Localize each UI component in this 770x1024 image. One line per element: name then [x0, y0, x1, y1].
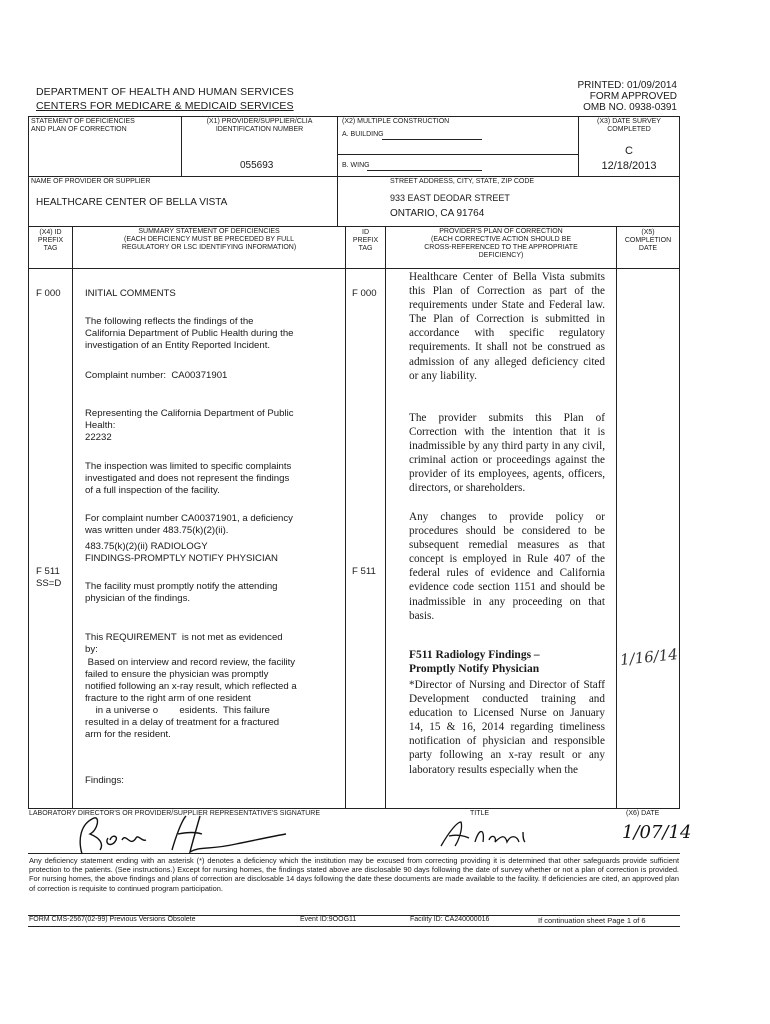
- paragraph-interview: Based on interview and record review, the facility failed to ensure the physician was promptly notified following an x-ray result, which reflected a fracture to the right arm of one resident in a universe o esidents. This failure resulted in a delay of treatment for a fractured arm for the resident.: [85, 657, 297, 740]
- x3-date: 12/18/2013: [601, 160, 657, 172]
- rule: [679, 116, 680, 808]
- address-label: STREET ADDRESS, CITY, STATE, ZIP CODE: [390, 178, 535, 185]
- summary-label: SUMMARY STATEMENT OF DEFICIENCIES (EACH DEFICIENCY MUST BE PRECEDED BY FULL REGULATORY OR LSC IDENTIFYING INFORMATION): [121, 228, 297, 251]
- x6-date-label: (X6) DATE: [626, 810, 660, 817]
- paragraph-inspection: The inspection was limited to specific complaints investigated and does not represent the findings of a full inspection of the facility.: [85, 461, 292, 496]
- regulation-title: FINDINGS-PROMPTLY NOTIFY PHYSICIAN: [85, 553, 278, 564]
- f511-plan-text: *Director of Nursing and Director of Staff Development conducted training and education to Licensed Nurse on January 14, 15 & 16, 2014 regarding timeliness notification of physician and responsible party following an x-ray result or any laboratory results especially when the: [409, 679, 605, 776]
- x3-code: C: [625, 145, 633, 157]
- tag-f511-left: F 511: [36, 566, 60, 577]
- rule: [72, 226, 73, 808]
- tag-f511-right: F 511: [352, 566, 376, 577]
- wing-label: B. WING: [342, 162, 370, 169]
- statement-label: STATEMENT OF DEFICIENCIES AND PLAN OF CORRECTION: [31, 118, 135, 133]
- rule: [28, 926, 680, 927]
- complaint-number: Complaint number: CA00371901: [85, 370, 228, 381]
- paragraph-findings: The following reflects the findings of the California Department of Public Health during the investigation of an Entity Reported Incident.: [85, 316, 294, 351]
- plan-intro: Healthcare Center of Bella Vista submits this Plan of Correction as part of the requirements under State and Federal law. The Plan of Correction is submitted in accordance with specific regulatory requirements. It shall not be construed as admission of any alleged deficiency cited or any liability.: [409, 271, 605, 382]
- provider-label: NAME OF PROVIDER OR SUPPLIER: [31, 178, 151, 185]
- disclaimer-text: Any deficiency statement ending with an asterisk (*) denotes a deficiency which the institution may be excused from correcting providing it is determined that other safeguards provide sufficient protection to the patients. (See instructions.) Except for nursing homes, the findings stated above are disclosable 90 days following the date of survey whether or not a plan of correction is provided. For nursing homes, the above findings and plans of correction are disclosable 14 days following the date these documents are made available to the facility. If deficiencies are cited, an approved plan of correction is requisite to continued program participation.: [29, 856, 679, 893]
- centers-title: CENTERS FOR MEDICARE & MEDICAID SERVICES: [36, 100, 294, 112]
- signed-date-handwritten: 1/07/14: [622, 822, 692, 843]
- rule: [28, 176, 680, 177]
- rule: [385, 226, 386, 808]
- f511-heading: [409, 648, 540, 676]
- building-line: [382, 139, 482, 140]
- building-label: A. BUILDING: [342, 131, 384, 138]
- provider-name: HEALTHCARE CENTER OF BELLA VISTA: [36, 197, 228, 208]
- address-line1: 933 EAST DEODAR STREET: [390, 193, 510, 203]
- department-title: DEPARTMENT OF HEALTH AND HUMAN SERVICES: [36, 86, 294, 98]
- form-approved: FORM APPROVED: [589, 91, 677, 102]
- f511-heading-line1: F511 Radiology Findings –: [409, 649, 540, 661]
- plan-label: PROVIDER'S PLAN OF CORRECTION (EACH CORRECTIVE ACTION SHOULD BE CROSS-REFERENCED TO THE APPROPRIATE DEFICIENCY): [424, 228, 578, 259]
- id-label: ID PREFIX TAG: [352, 229, 379, 252]
- f511-heading-line2: Promptly Notify Physician: [409, 663, 540, 675]
- title-label: TITLE: [470, 810, 490, 817]
- initial-comments: INITIAL COMMENTS: [85, 288, 176, 299]
- title-handwritten-image: [435, 818, 555, 850]
- print-info: [578, 80, 678, 113]
- plan-remedial: Any changes to provide policy or procedures should be considered to be subsequent remedial measures as that concept is employed in Rule 407 of the federal rules of evidence and California evidence code section 1151 and should be inadmissible in any proceeding on that basis.: [409, 511, 605, 622]
- completion-date-handwritten: 1/16/14: [619, 645, 679, 669]
- x2-label: (X2) MULTIPLE CONSTRUCTION: [342, 118, 450, 125]
- x4-label: (X4) ID PREFIX TAG: [37, 229, 64, 252]
- regulation-citation: 483.75(k)(2)(ii) RADIOLOGY: [85, 541, 208, 552]
- paragraph-requirement: The facility must promptly notify the attending physician of the findings.: [85, 581, 278, 604]
- paragraph-representing: Representing the California Department of Public Health: 22232: [85, 408, 294, 443]
- tag-ssd: SS=D: [36, 578, 62, 589]
- omb-number: OMB NO. 0938-0391: [583, 102, 677, 113]
- plan-admissibility: The provider submits this Plan of Correction with the intention that it is inadmissible by any third party in any civil, criminal action or proceedings against the provider of its employees, agents, officers, directors, or shareholders.: [409, 412, 605, 495]
- rule: [28, 808, 680, 809]
- x1-label: (X1) PROVIDER/SUPPLIER/CLIA IDENTIFICATION NUMBER: [206, 118, 313, 133]
- wing-line: [367, 170, 482, 171]
- paragraph-deficiency: For complaint number CA00371901, a deficiency was written under 483.75(k)(2)(ii).: [85, 513, 293, 536]
- tag-f000-left: F 000: [36, 288, 61, 299]
- findings-label: Findings:: [85, 775, 124, 786]
- rule: [28, 226, 680, 227]
- tag-f000-right: F 000: [352, 288, 377, 299]
- printed-date: PRINTED: 01/09/2014: [577, 80, 677, 91]
- continuation-sheet: If continuation sheet Page 1 of 6: [538, 916, 646, 925]
- rule: [578, 116, 579, 176]
- representative-signature-image: [60, 810, 300, 856]
- rule: [28, 116, 29, 808]
- address-line2: ONTARIO, CA 91764: [390, 208, 485, 219]
- x1-value: 055693: [240, 160, 274, 171]
- x3-label: (X3) DATE SURVEY COMPLETED: [597, 118, 661, 133]
- event-id: Event ID:9OOG11: [300, 916, 357, 923]
- rule: [28, 116, 680, 117]
- rule: [337, 116, 338, 226]
- rule: [337, 154, 578, 155]
- paragraph-not-met: This REQUIREMENT is not met as evidenced by:: [85, 632, 283, 655]
- form-number: FORM CMS-2567(02-99) Previous Versions Obsolete: [29, 916, 196, 923]
- rule: [616, 226, 617, 808]
- x5-label: (X5) COMPLETION DATE: [624, 229, 672, 252]
- facility-id: Facility ID: CA240000016: [410, 916, 490, 923]
- rule: [28, 268, 680, 269]
- rule: [345, 226, 346, 808]
- signature-label: LABORATORY DIRECTOR'S OR PROVIDER/SUPPLIER REPRESENTATIVE'S SIGNATURE: [29, 810, 321, 817]
